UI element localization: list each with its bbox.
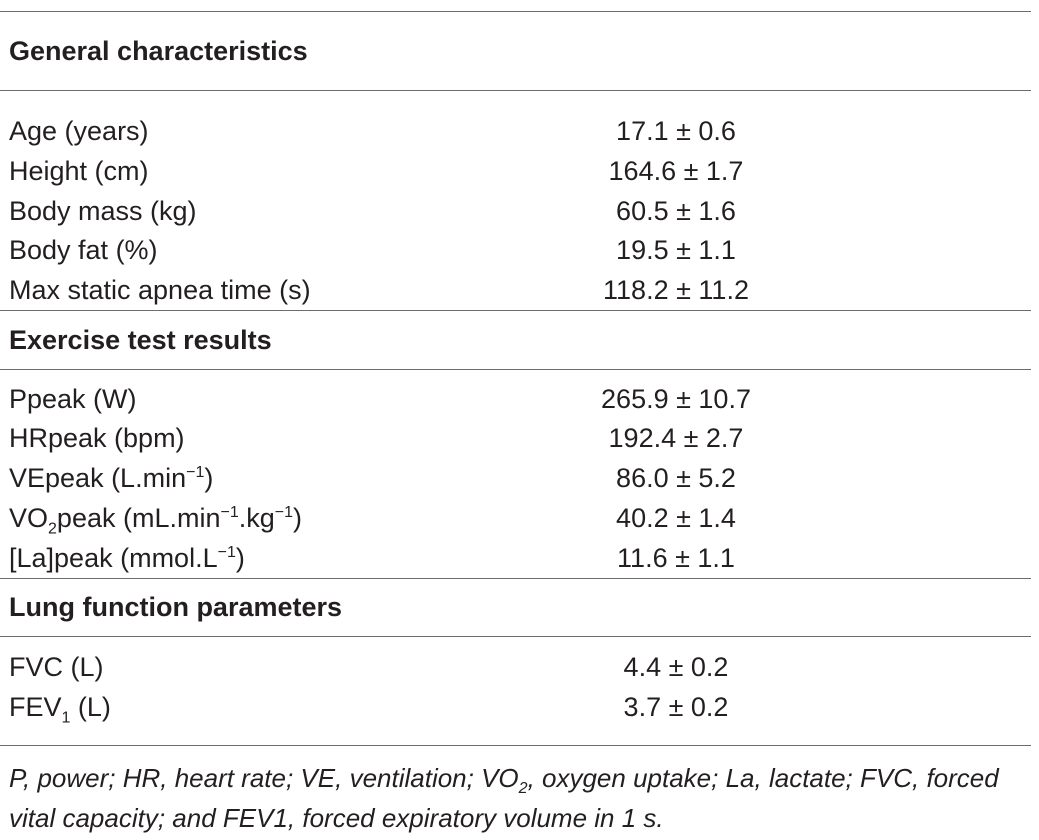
row-value-body-mass: 60.5 ± 1.6: [616, 196, 736, 226]
row-value-fev1: 3.7 ± 0.2: [623, 692, 729, 722]
vo2peak-text-b: peak (mL.min: [56, 503, 221, 533]
row-value-ppeak: 265.9 ± 10.7: [601, 384, 751, 414]
row-label-apnea: Max static apnea time (s): [9, 275, 311, 305]
row-value-age: 17.1 ± 0.6: [616, 116, 736, 146]
row-label-vepeak: [9, 461, 213, 495]
row-value-vepeak: 86.0 ± 5.2: [616, 463, 736, 493]
lapeak-close: ): [235, 543, 245, 573]
lapeak-sup: −1: [217, 544, 236, 561]
row-label-fev1: [9, 690, 111, 727]
section-title-lung: Lung function parameters: [9, 592, 343, 622]
vepeak-sup: −1: [186, 464, 205, 481]
vo2peak-text-c: .kg: [238, 503, 275, 533]
vo2peak-close: ): [293, 503, 303, 533]
row-value-vo2peak: 40.2 ± 1.4: [616, 503, 736, 533]
section-rule-lung-header: [0, 636, 1031, 637]
bottom-rule: [0, 745, 1031, 746]
section-rule-exercise-header: [0, 369, 1031, 370]
lapeak-text: [La]peak (mmol.L: [9, 543, 218, 573]
table-footnote: [9, 758, 1019, 838]
fev1-sub: 1: [61, 709, 71, 727]
row-value-body-fat: 19.5 ± 1.1: [616, 235, 736, 265]
section-title-exercise: Exercise test results: [9, 325, 272, 355]
fev1-unit: (L): [70, 692, 111, 722]
row-label-age: Age (years): [9, 116, 149, 146]
row-value-apnea: 118.2 ± 11.2: [603, 275, 749, 305]
section-rule-lung: [0, 578, 1031, 579]
row-label-hrpeak: HRpeak (bpm): [9, 423, 185, 453]
row-value-hrpeak: 192.4 ± 2.7: [608, 423, 744, 453]
top-rule: [0, 11, 1031, 12]
vepeak-text: VEpeak (L.min: [9, 463, 187, 493]
row-label-body-fat: Body fat (%): [9, 235, 158, 265]
vepeak-close: ): [204, 463, 214, 493]
row-value-fvc: 4.4 ± 0.2: [623, 652, 729, 682]
footnote-sub: 2: [518, 780, 528, 798]
footnote-text-a: P, power; HR, heart rate; VE, ventilation; VO: [9, 763, 519, 793]
vo2peak-sub: 2: [48, 520, 57, 538]
vo2peak-text-a: VO: [9, 503, 49, 533]
row-label-lapeak: [9, 541, 245, 575]
section-title-general: General characteristics: [9, 36, 308, 66]
section-rule-exercise: [0, 310, 1031, 311]
row-label-fvc: FVC (L): [9, 652, 104, 682]
header-rule: [0, 90, 1031, 91]
row-value-height: 164.6 ± 1.7: [608, 156, 744, 186]
row-value-lapeak: 11.6 ± 1.1: [617, 543, 735, 573]
row-label-height: Height (cm): [9, 156, 149, 186]
footnote-text-b: , oxygen uptake; La, lactate; FVC, forced vital capacity; and FEV1, forced expiratory volume in 1 s.: [9, 763, 999, 833]
row-label-vo2peak: [9, 501, 303, 538]
row-label-body-mass: Body mass (kg): [9, 196, 197, 226]
row-label-ppeak: Ppeak (W): [9, 384, 137, 414]
vo2peak-sup-a: −1: [220, 504, 239, 521]
vo2peak-sup-b: −1: [274, 504, 294, 521]
fev1-text: FEV: [9, 692, 62, 722]
